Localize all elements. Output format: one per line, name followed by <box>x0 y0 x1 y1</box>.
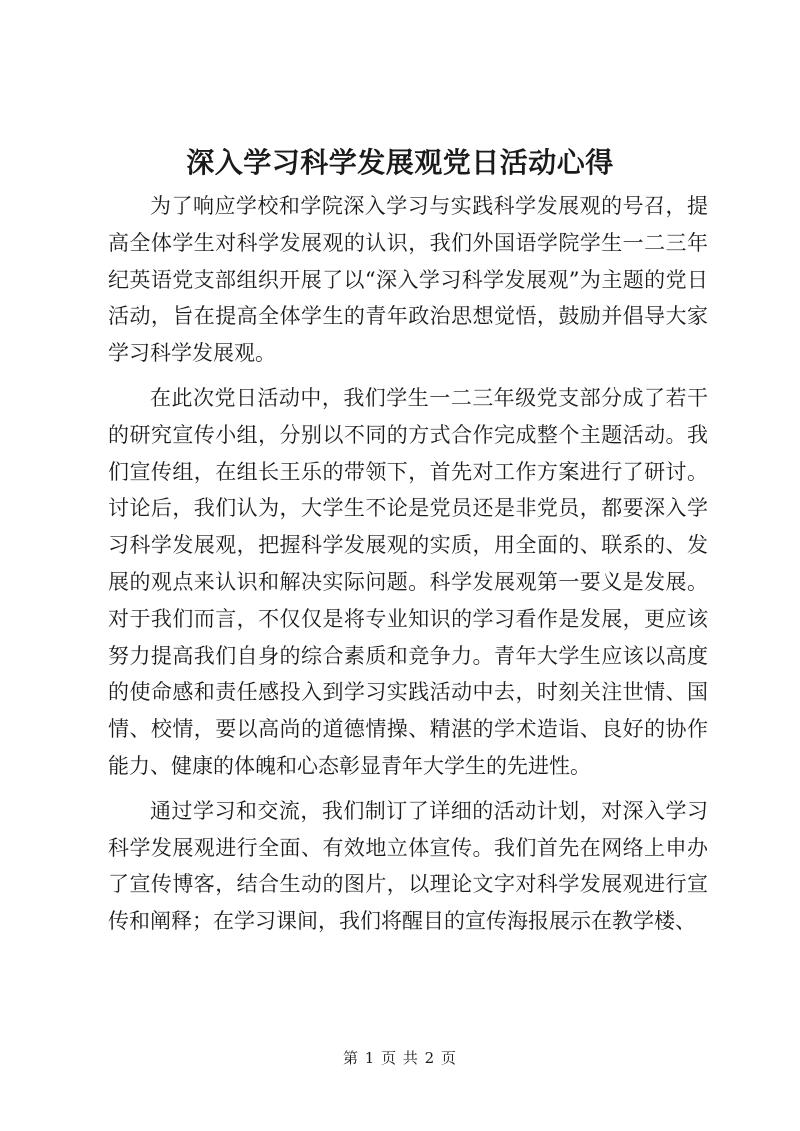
page-footer: 第 1 页 共 2 页 <box>343 1049 457 1067</box>
document-body <box>108 188 708 940</box>
paragraph: 为了响应学校和学院深入学习与实践科学发展观的号召，提高全体学生对科学发展观的认识，我们外国语学院学生一二三年纪英语党支部组织开展了以“深入学习科学发展观”为主题的党日活动，旨在提高全体学生的青年政治思想觉悟，鼓励并倡导大家学习科学发展观。 <box>108 194 708 366</box>
document-title: 深入学习科学发展观党日活动心得 <box>186 146 614 179</box>
paragraph: 通过学习和交流，我们制订了详细的活动计划，对深入学习科学发展观进行全面、有效地立体宣传。我们首先在网络上申办了宣传博客，结合生动的图片，以理论文字对科学发展观进行宣传和阐释；在学习课间，我们将醒目的宣传海报展示在教学楼、 <box>108 798 708 934</box>
paragraph: 在此次党日活动中，我们学生一二三年级党支部分成了若干的研究宣传小组，分别以不同的方式合作完成整个主题活动。我们宣传组，在组长王乐的带领下，首先对工作方案进行了研讨。讨论后，我们认为，大学生不论是党员还是非党员，都要深入学习科学发展观，把握科学发展观的实质，用全面的、联系的、发展的观点来认识和解决实际问题。科学发展观第一要义是发展。对于我们而言，不仅仅是将专业知识的学习看作是发展，更应该努力提高我们自身的综合素质和竞争力。青年大学生应该以高度的使命感和责任感投入到学习实践活动中去，时刻关注世情、国情、校情，要以高尚的道德情操、精湛的学术造诣、良好的协作能力、健康的体魄和心态彰显青年大学生的先进性。 <box>108 385 708 778</box>
